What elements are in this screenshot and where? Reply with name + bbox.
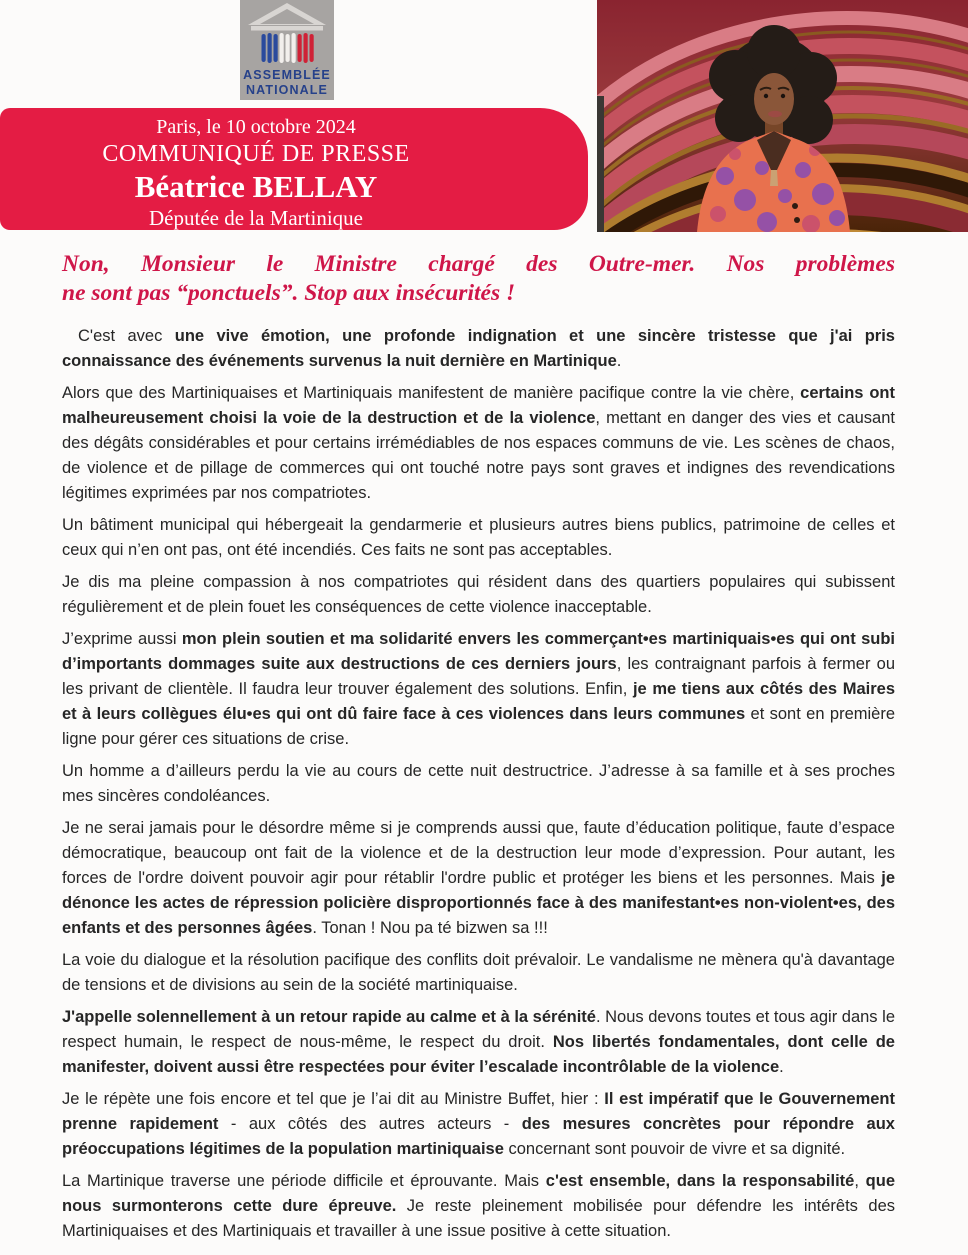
paragraph-run: . Nous devons toutes et tous agir dans le respect humain, le respect de nous-même, le respect du droit. [62,1008,895,1051]
paragraph-run: Je ne serai jamais pour le désordre même si je comprends aussi que, faute d’éducation politique, faute d’espace démocratique, beaucoup ont fait de la violence et de la destruction leur mode d’expression. Pour autant, les forces de l'ordre doivent pouvoir agir pour rétablir l'ordre public et protéger les biens et les personnes. Mais [62,819,895,887]
paragraph-bold-run: je me tiens aux côtés des Maires et à leurs collègues élu•es qui ont dû faire face à ces violences dans leurs communes [62,680,895,723]
assemblee-building-icon [240,0,334,100]
headline-line2: ne sont pas “ponctuels”. Stop aux insécurités ! [62,280,516,306]
logo-line2: NATIONALE [246,83,328,97]
paragraph-run: Un bâtiment municipal qui hébergeait la gendarmerie et plusieurs autres biens publics, patrimoine de celles et ceux qui n’en ont pas, ont été incendiés. Ces faits ne sont pas acceptables. [62,516,895,559]
paragraph-run: Je reste pleinement mobilisée pour défendre les intérêts des Martiniquaises et des Martiniquais et travailler à une issue positive à cette situation. [62,1197,896,1240]
paragraph [62,324,895,374]
paragraph [62,1087,895,1162]
paragraph-run: , mettant en danger des vies et causant des dégâts considérables et pour certains irrémédiables de nos espaces communs de vie. Les scènes de chaos, de violence et de pillage de commerces qui ont touché notre pays sont graves et indignes des revendications légitimes exprimées par nos compatriotes. [62,409,895,502]
logo-line1: ASSEMBLÉE [243,68,331,82]
paragraph-bold-run: certains ont malheureusement choisi la voie de la destruction et de la violence [62,384,895,427]
deputy-role: Députée de la Martinique [149,206,363,230]
paragraph-run: . [779,1058,784,1076]
paragraph-run: . Tonan ! Nou pa té bizwen sa !!! [312,919,548,937]
paragraph-run: et sont en première ligne pour gérer ces situations de crise. [62,705,895,748]
press-banner-text [0,115,512,231]
headline [62,250,895,308]
paragraphs [62,324,895,1244]
paragraph-run: - aux côtés des autres acteurs - [218,1115,522,1133]
paragraph-bold-run: mon plein soutien et ma solidarité envers les commerçant•es martiniquais•es qui ont subi d’importants dommages suite aux destructions de ces derniers jours [62,630,895,673]
paragraph-run: Un homme a d’ailleurs perdu la vie au cours de cette nuit destructrice. J’adresse à sa famille et à ses proches mes sincères condoléances. [62,762,895,805]
paragraph [62,1169,895,1244]
paragraph [62,570,895,620]
paragraph-run: . [616,352,622,370]
paragraph-run: Je dis ma pleine compassion à nos compatriotes qui résident dans des quartiers populaires qui subissent régulièrement et de plein fouet les conséquences de cette violence inacceptable. [62,573,895,616]
paragraph-run: C'est avec [78,327,175,345]
paragraph-run: , [854,1172,866,1190]
paragraph [62,759,895,809]
assemblee-nationale-logo [240,0,334,100]
paragraph [62,948,895,998]
headline-line1: Non, Monsieur le Ministre chargé des Outre-mer. Nos problèmes [62,251,895,277]
paragraph [62,1005,895,1080]
paragraph [62,513,895,563]
paragraph-run: J’exprime aussi [62,630,182,648]
paragraph-run: concernant sont pouvoir de vivre et sa dignité. [503,1140,846,1158]
paragraph [62,627,895,752]
deputy-photo [597,0,968,232]
paragraph-bold-run: je dénonce les actes de répression policière disproportionnés face à des manifestant•es non-violent•es, des enfants et des personnes âgées [62,869,895,937]
paragraph-bold-run: que nous surmonterons cette dure épreuve. [62,1172,895,1215]
paragraph-bold-run: des mesures concrètes pour répondre aux préoccupations légitimes de la population martiniquaise [62,1115,895,1158]
paragraph-bold-run: une vive émotion, une profonde indignation et une sincère tristesse que j'ai pris connaissance des événements survenus la nuit dernière en Martinique [62,327,895,370]
paragraph-run: La voie du dialogue et la résolution pacifique des conflits doit prévaloir. Le vandalisme ne mènera qu'à davantage de tensions et de divisions au sein de la société martiniquaise. [62,951,895,994]
hemicycle-photo-illustration [597,0,968,232]
press-release-kicker: COMMUNIQUÉ DE PRESSE [102,141,410,167]
paragraph-bold-run: c'est ensemble, dans la responsabilité [545,1172,855,1190]
paragraph-run: Je le répète une fois encore et tel que je l’ai dit au Ministre Buffet, hier : [62,1090,605,1108]
dateline: Paris, le 10 octobre 2024 [156,116,356,138]
press-banner [0,108,588,230]
paragraph-bold-run: J'appelle solennellement à un retour rapide au calme et à la sérénité [62,1008,596,1026]
paragraph-run: La Martinique traverse une période difficile et éprouvante. Mais [62,1172,546,1190]
deputy-name: Béatrice BELLAY [134,169,378,204]
paragraph-bold-run: Il est impératif que le Gouvernement prenne rapidement [62,1090,895,1133]
paragraph-run: Alors que des Martiniquaises et Martiniquais manifestent de manière pacifique contre la vie chère, [62,384,801,402]
paragraph-run: , les contraignant parfois à fermer ou les privant de clientèle. Il faudra leur trouver également des solutions. Enfin, [62,655,895,698]
paragraph [62,816,895,941]
paragraph [62,381,895,506]
paragraph-bold-run: Nos libertés fondamentales, dont celle de manifester, doivent aussi être respectées pour éviter l’escalade incontrôlable de la violence [62,1033,895,1076]
press-release-body [62,250,895,1251]
